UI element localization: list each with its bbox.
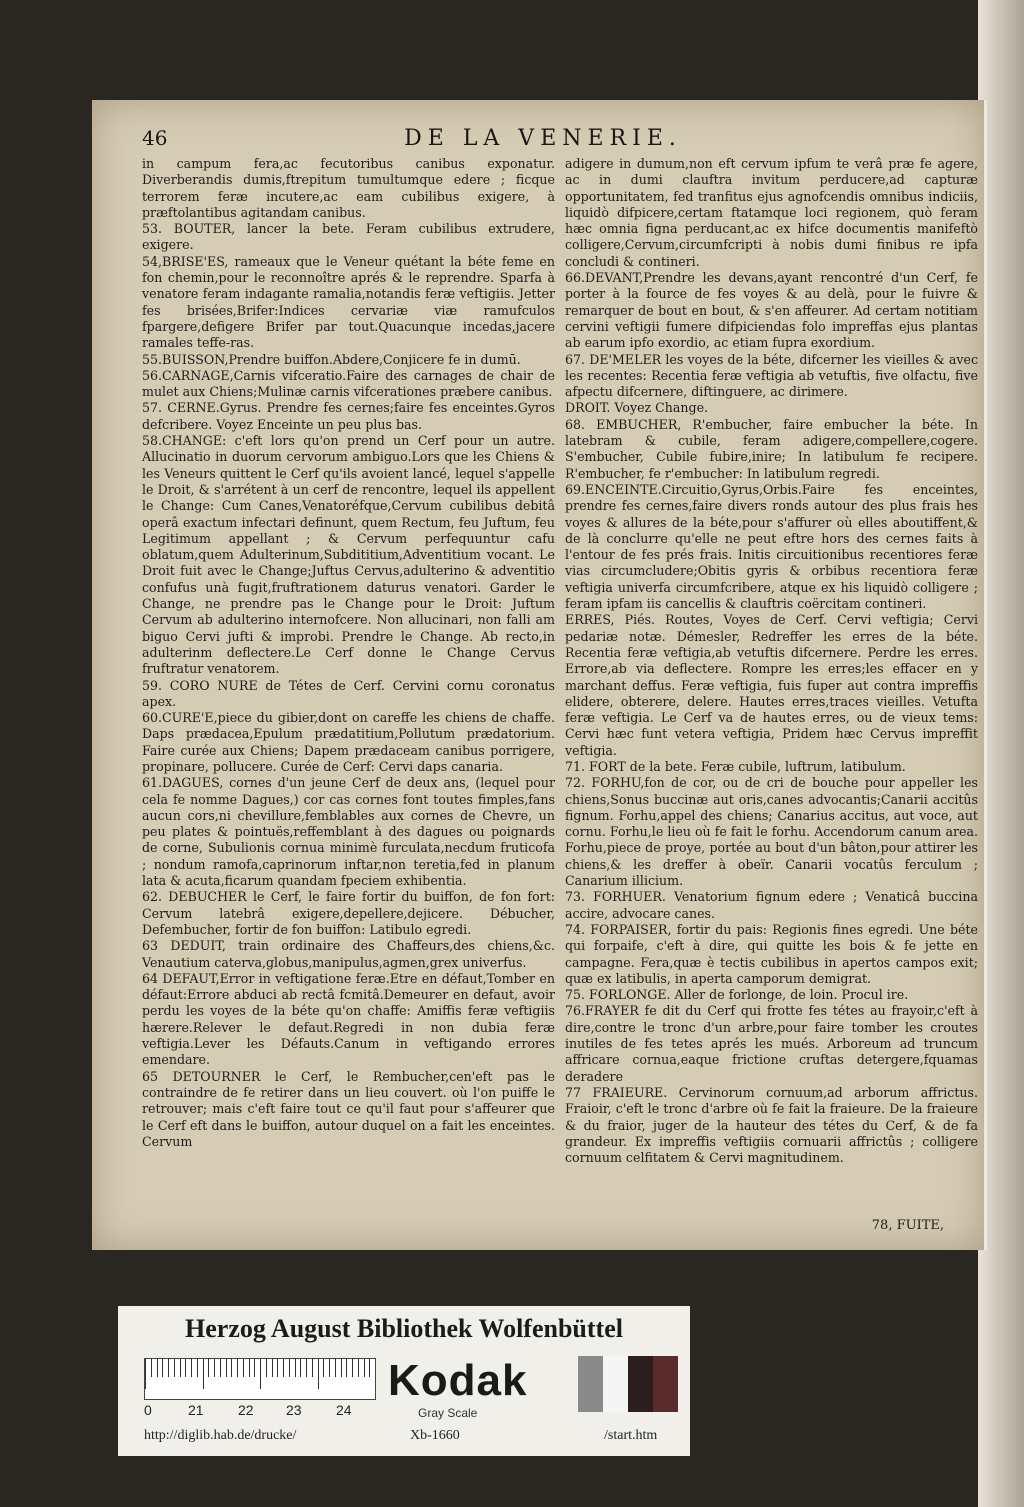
entry-paragraph: DROIT. Voyez Change. — [565, 400, 709, 416]
entry-paragraph: 77 FRAIEURE. Cervinorum cornuum,ad arborum affrictus. Fraioir, c'eft le tronc d'arbre où fe fait la fraieure. De la fraieure & du fraior, juger de la hauteur des tétes du Cerf, & de fa grandeur. Ex impreffis veftigiis cornuarii affrictûs ; colligere cornuum celfitatem & Cervi magnitudinem. — [565, 1084, 978, 1166]
entry-paragraph: 59. CORO NURE de Tétes de Cerf. Cervini cornu coronatus apex. — [142, 677, 555, 709]
library-name: Herzog August Bibliothek Wolfenbüttel — [185, 1314, 623, 1343]
page-header — [142, 126, 944, 154]
entry-paragraph: in campum fera,ac fecutoribus canibus exponatur. Diverberandis dumis,ftrepitum tumultumque edere ; ficque terrorem feræ incutere,ac eam cubilibus exigere, à præftolantibus agitandam canibus. — [142, 156, 555, 220]
entry-paragraph: 74. FORPAISER, fortir du pais: Regionis fines egredi. Une béte qui forpaife, c'eft à dire, qui quitte les bois & fe jette en campagne. Fera,quæ è tectis cubilibus in apertos campos exit; quæ ex latibulis, in aperta camporum demigrat. — [565, 921, 978, 986]
page-number: 46 — [142, 126, 168, 150]
entry-paragraph: 67. DE'MELER les voyes de la béte, difcerner les vieilles & avec les recentes: Recentia feræ veftigia ab vetuftis, five olfactu, five afpectu difcernere, diftinguere, ac dirimere. — [565, 351, 978, 400]
gray-scale-label: Gray Scale — [418, 1406, 478, 1420]
entry-paragraph: 72. FORHU,fon de cor, ou de cri de bouche pour appeller les chiens,Sonus buccinæ aut oris,canes advocantis;Canarii accitûs fignum. Forhu,appel des chiens; Canarius accitus, aut voce, aut cornu. Forhu,le lieu où fe fait le forhu. Accendorum canum area. Forhu,piece de proye, portée au bout d'un bâton,pour attirer les chiens,& les dreffer à obeïr. Canarii vocatûs ferculum ; Canarium illicium. — [565, 775, 978, 889]
entry-paragraph: 68. EMBUCHER, R'embucher, faire embucher la béte. In latebram & cubile, feram adigere,compellere,cogere. S'embucher, Cubile fubire,inire; In latibulum fe recipere. R'embucher, fe r'embucher: In latibulum regredi. — [565, 416, 978, 481]
ruler-number: 22 — [238, 1402, 254, 1418]
entry-paragraph: 69.ENCEINTE.Circuitio,Gyrus,Orbis.Faire fes enceintes, prendre fes cernes,faire divers ronds autour des plus frais hes voyes & allures de la béte,pour s'affurer où elles aboutiffent,& de là conclurre qu'elle ne peut eftre hors des cernes faits à l'entour de fes prés frais. Initis circuitionibus recentiores feræ vias circumcludere;Obitis gyris & orbibus recentiora feræ veftigia univerfa circumfcribere, atque ex his liquidò colligere ; feram ipfam iis cancellis & clauftris coërcitam contineri. — [565, 481, 978, 612]
shelfmark: Xb-1660 — [410, 1428, 460, 1443]
entry-paragraph: 75. FORLONGE. Aller de forlonge, de loin. Procul ire. — [565, 987, 909, 1003]
gray-patch — [628, 1356, 653, 1412]
gray-patch — [653, 1356, 678, 1412]
entry-paragraph: 65 DETOURNER le Cerf, le Rembucher,cen'eft pas le contraindre de fe retirer dans un lieu couvert. où l'on puiffe le retrouver; mais c'eft faire tout ce qu'il faut pour s'affeurer que le Cerf eft dans le buiffon, autour duquel on a fait les enceintes. Cervum — [142, 1068, 555, 1149]
ruler-scale — [144, 1358, 376, 1400]
entry-paragraph: 58.CHANGE: c'eft lors qu'on prend un Cerf pour un autre. Allucinatio in duorum cervorum ambiguo.Lors que les Chiens & les Veneurs quittent le Cerf qu'ils avoient lancé, lequel s'appelle le Droit, & s'arrétent à un cerf de rencontre, lequel ils appellent le Change: Cum Canes,Venatoréfque,Cervum cubilibus debitâ operâ exactum infectari definunt, quem Rectum, feu Juftum, feu Legitimum appellant ; & Cervum perfequuntur cafu oblatum,quem Adulterinum,Subdititium,Adventitium vocant. Le Droit fuit avec le Change;Juftus Cervus,adulterino & adventitio confufus unà fugit,fruftrationem daturus venatori. Garder le Change, ne prendre pas le Change pour le Droit: Juftum Cervum ab adulterino internofcere. Non allucinari, non falli am biguo Cervi jufti & improbi. Prendre le Change. Ab recto,in adulterinm deflectere.Le Cerf donne le Change Cervus fruftratur venatorem. — [142, 433, 555, 677]
entry-paragraph: ERRES, Piés. Routes, Voyes de Cerf. Cervi veftigia; Cervi pedariæ notæ. Démesler, Redreffer les erres de la béte. Recentia feræ veftigia,ab vetuftis difcernere. Perdre les erres. Errore,ab via deflectere. Rompre les erres;les effacer en y marchant deffus. Feræ veftigia, fuis fuper aut contra impreffis elidere, obterere, delere. Hautes erres,traces vieilles. Vetufta feræ veftigia. Le Cerf va de hautes erres, ou de vieux tems: Cervi hæc funt vetera veftigia, Pridem hæc Cervus impreffit veftigia. — [565, 612, 978, 758]
entry-paragraph: 56.CARNAGE,Carnis vifceratio.Faire des carnages de chair de mulet aux Chiens;Mulinæ carnis vifcerationes præbere canibus. — [142, 367, 555, 400]
ruler-number: 23 — [286, 1402, 302, 1418]
left-column — [142, 156, 555, 1150]
start-link: /start.htm — [604, 1428, 658, 1443]
digital-library-url: http://diglib.hab.de/drucke/ — [144, 1428, 297, 1443]
entry-paragraph: 55.BUISSON,Prendre buiffon.Abdere,Conjicere fe in dumū. — [142, 351, 521, 367]
kodak-logo: Kodak — [388, 1356, 528, 1405]
entry-paragraph: 61.DAGUES, cornes d'un jeune Cerf de deux ans, (lequel pour cela fe nomme Dagues,) cor cas cornes font toutes fimples,fans aucun cors,ni chevillure,femblables aux cornes de Chevre, un peu plates & pointuës,reffemblant à des dagues ou poignards de corne, Subulionis cornua minimè furculata,necdum fruticofa ; nondum ramofa,caprinorum inftar,non teretia,fed in planum lata & acuta,ficarum quandam fpeciem exhibentia. — [142, 775, 555, 889]
card-footer — [118, 1428, 690, 1452]
entry-paragraph: 73. FORHUER. Venatorium fignum edere ; Venaticâ buccina accire, advocare canes. — [565, 889, 978, 921]
right-column — [565, 156, 978, 1166]
ruler-number: 24 — [336, 1402, 352, 1418]
catchword: 78, FUITE, — [871, 1218, 944, 1233]
entry-paragraph: 66.DEVANT,Prendre les devans,ayant rencontré d'un Cerf, fe porter à la fource de fes voyes & au delà, pour le fuivre & remarquer de bout en bout, & s'en affeurer. Ad certam notitiam cervini veftigii fumere difpiciendas folo impreffas ejus plantas ab earum ipfo exordio, ac etiam fupra exordium. — [565, 270, 978, 351]
entry-paragraph: 60.CURE'E,piece du gibier,dont on careffe les chiens de chaffe. Daps prædacea,Epulum prædatitium,Pollutum prædatorium. Faire curée aux Chiens; Dapem prædaceam canibus porrigere, propinare, pollucere. Curée de Cerf: Cervi daps canaria. — [142, 710, 555, 774]
entry-paragraph: adigere in dumum,non eft cervum ipfum te verâ præ fe agere, ac in dumi clauftra invitum perducere,ad capturæ opportunitatem, fed tranfitus ejus agnofcendis omnibus indiciis, liquidò difpicere,certam ftatamque loci regionem, quò feram hæc omnia figna perducant,ac ex hifce documentis manifeftò colligere,Cervum,circumfcripti à nobis dumi finibus re ipfa concludi & contineri. — [565, 156, 978, 269]
entry-paragraph: 64 DEFAUT,Error in veftigatione feræ.Etre en défaut,Tomber en défaut:Errore abduci ab rectâ fcmitâ.Demeurer en defaut, avoir perdu les voyes de la béte qu'on chaffe: Amiffis feræ veftigiis hærere.Relever le defaut.Regredi in non dubia feræ veftigia.Lever les Défauts.Canum in veftigando errores emendare. — [142, 970, 555, 1068]
running-title: DE LA VENERIE. — [404, 126, 682, 151]
book-page — [92, 100, 987, 1250]
entry-paragraph: 76.FRAYER fe dit du Cerf qui frotte fes tétes au frayoir,c'eft à dire,contre le tronc d'un arbre,pour faire tomber les croutes inutiles de fes tetes aprés les mués. Arboreum ad truncum affricare cornua,eaque frictione cruftas detergere,fquamas deradere — [565, 1003, 978, 1084]
entry-paragraph: 53. BOUTER, lancer la bete. Feram cubilibus extrudere, exigere. — [142, 221, 555, 253]
gray-patch — [603, 1356, 628, 1412]
entry-paragraph: 54,BRISE'ES, rameaux que le Veneur quétant la béte feme en fon chemin,pour le reconnoître aprés & le reprendre. Sparfa à venatore feram indagante ramalia,notandis feræ veftigiis. Jetter fes brisées,Brifer:Indices cervariæ viæ ramufculos fpargere,defigere Brifer par tout.Quacunque incedas,jacere ramales teffe-ras. — [142, 253, 555, 351]
ruler-tick — [369, 1359, 375, 1377]
entry-paragraph: 63 DEDUIT, train ordinaire des Chaffeurs,des chiens,&c. Venautium caterva,globus,manipulus,agmen,grex univerfus. — [142, 938, 555, 970]
entry-paragraph: 57. CERNE.Gyrus. Prendre fes cernes;faire fes enceintes.Gyros defcribere. Voyez Enceinte un peu plus bas. — [142, 400, 555, 432]
entry-paragraph: 62. DEBUCHER le Cerf, le faire fortir du buiffon, de fon fort: Cervum latebrâ exigere,depellere,dejicere. Débucher, Defembucher, fortir de fon buiffon: Latibulo egredi. — [142, 889, 555, 937]
ruler-number: 21 — [188, 1402, 204, 1418]
library-color-card — [118, 1306, 690, 1456]
ruler-number: 0 — [144, 1402, 152, 1418]
entry-paragraph: 71. FORT de la bete. Feræ cubile, luftrum, latibulum. — [565, 758, 906, 774]
gray-patch — [578, 1356, 603, 1412]
gray-scale-patches — [578, 1356, 678, 1412]
